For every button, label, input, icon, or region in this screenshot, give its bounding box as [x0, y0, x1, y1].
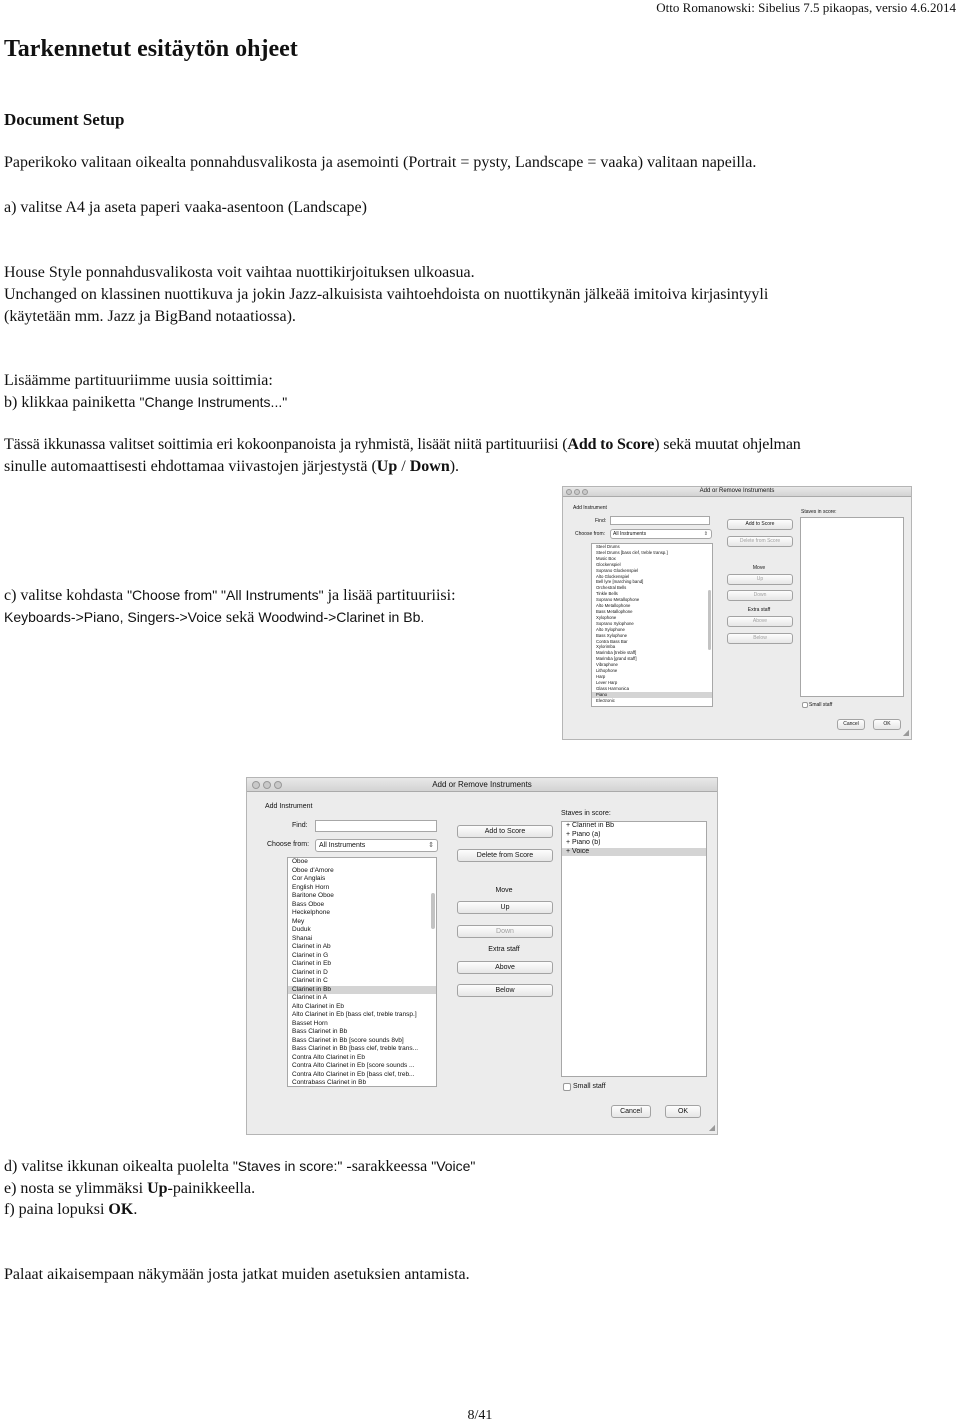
instrument-list[interactable] [287, 857, 437, 1087]
step-f: f) paina lopuksi OK. [4, 1201, 138, 1218]
list-item[interactable]: Basset Horn [292, 1019, 328, 1027]
list-item[interactable]: Lever Harp [596, 679, 618, 685]
close-window-icon[interactable] [252, 781, 260, 789]
list-item[interactable]: Bass Clarinet in Bb [bass clef, treble trans... [292, 1045, 419, 1052]
add-to-score-button[interactable]: Add to Score [727, 519, 793, 530]
list-item[interactable]: Clarinet in D [292, 968, 328, 976]
list-item[interactable]: Alto Metallophone [596, 603, 631, 609]
ok-button[interactable]: OK [665, 1105, 701, 1118]
list-item[interactable]: Xylophone [596, 614, 617, 620]
step-b: b) klikkaa painiketta "Change Instruments..." [4, 394, 288, 411]
list-item[interactable]: Clarinet in Eb [292, 960, 332, 967]
list-scrollbar[interactable] [431, 893, 435, 929]
minimize-window-icon[interactable] [574, 489, 580, 495]
resize-grip-icon[interactable]: ◢ [902, 728, 909, 737]
list-scrollbar[interactable] [708, 590, 711, 650]
below-button[interactable]: Below [727, 633, 793, 644]
list-item[interactable]: Clarinet in Bb [288, 986, 436, 995]
list-item[interactable]: Bass Clarinet in Bb [292, 1028, 348, 1035]
list-item[interactable]: Marimba [grand staff] [596, 656, 637, 662]
paragraph-window-info-2: sinulle automaattisesti ehdottamaa viivastojen järjestystä (Up / Down). [4, 458, 460, 475]
step-a: a) valitse A4 ja aseta paperi vaaka-asentoon (Landscape) [4, 199, 367, 216]
extra-staff-label: Extra staff [488, 946, 520, 953]
paragraph-paper-size: Paperikoko valitaan oikealta ponnahdusvalikosta ja asemointi (Portrait = pysty, Landscape = vaaka) valitaan napeilla. [4, 154, 757, 171]
list-item[interactable]: Harp [596, 673, 606, 679]
small-staff-checkbox[interactable] [563, 1083, 571, 1091]
up-button[interactable]: Up [727, 574, 793, 585]
list-item[interactable]: Glockenspiel [596, 561, 621, 567]
staves-in-score-label: Staves in score: [801, 509, 837, 515]
choose-from-select[interactable]: All Instruments ⇕ [315, 839, 438, 852]
staff-item[interactable]: + Piano (b) [566, 839, 601, 846]
staves-list[interactable] [561, 821, 707, 1077]
list-item[interactable]: Piano [592, 692, 712, 698]
add-remove-instruments-dialog-large [246, 777, 718, 1135]
running-header: Otto Romanowski: Sibelius 7.5 pikaopas, versio 4.6.2014 [656, 0, 956, 15]
list-item[interactable]: Marimba [treble staff] [596, 650, 637, 656]
list-item[interactable]: Alto Glockenspiel [596, 573, 630, 579]
cancel-button[interactable]: Cancel [611, 1105, 651, 1118]
step-d: d) valitse ikkunan oikealta puolelta "Staves in score:" -sarakkeessa "Voice" [4, 1158, 476, 1175]
list-item[interactable]: Vibraphone [596, 662, 618, 668]
list-item[interactable]: Soprano Xylophone [596, 620, 634, 626]
list-item[interactable]: Clarinet in G [292, 951, 329, 959]
move-label: Move [752, 565, 766, 571]
paragraph-return: Palaat aikaisempaan näkymään josta jatkat muiden asetuksien antamista. [4, 1266, 470, 1283]
dialog-title-bar [247, 778, 717, 792]
list-item[interactable]: Alto Clarinet in Eb [292, 1002, 345, 1010]
cancel-button[interactable]: Cancel [837, 719, 865, 730]
list-item[interactable]: Bell lyre [marching band] [596, 579, 644, 585]
list-item[interactable]: Alto Xylophone [596, 626, 625, 632]
list-item[interactable]: Tinkle Bells [596, 591, 618, 597]
staves-in-score-label: Staves in score: [561, 810, 611, 817]
close-window-icon[interactable] [566, 489, 572, 495]
add-to-score-button[interactable]: Add to Score [457, 825, 553, 838]
paragraph-unchanged: Unchanged on klassinen nuottikuva ja jokin Jazz-alkuisista vaihtoehdoista on nuottikynän jälkeää imitoiva kirjasintyyli [4, 286, 769, 303]
list-item[interactable]: Orchestral Bells [596, 585, 627, 591]
dialog-title: Add or Remove Instruments [432, 780, 532, 789]
dialog-title: Add or Remove Instruments [699, 488, 775, 494]
instrument-list[interactable] [591, 543, 713, 707]
add-remove-instruments-dialog-small [562, 486, 912, 740]
list-item[interactable]: Electronic [596, 697, 615, 703]
add-instrument-label: Add Instrument [265, 803, 313, 810]
resize-grip-icon[interactable]: ◢ [708, 1123, 715, 1132]
list-item[interactable]: Bass Metallophone [596, 608, 633, 614]
list-item[interactable]: Clarinet in C [292, 977, 328, 984]
list-item[interactable]: Contra Alto Clarinet in Eb [score sounds ... [292, 1062, 415, 1069]
list-item[interactable]: Soprano Metallophone [596, 597, 640, 603]
ok-button[interactable]: OK [873, 719, 901, 730]
step-e: e) nosta se ylimmäksi Up-painikkeella. [4, 1180, 256, 1197]
paragraph-window-info: Tässä ikkunassa valitset soittimia eri kokoonpanoista ja ryhmistä, lisäät niitä partituuriisi (Add to Score) sekä muutat ohjelman [4, 436, 801, 453]
small-staff-label: Small staff [809, 702, 833, 708]
down-button[interactable]: Down [457, 925, 553, 938]
list-item[interactable]: Oboe d'Amore [292, 866, 334, 874]
delete-from-score-button[interactable]: Delete from Score [727, 536, 793, 547]
list-item[interactable]: Clarinet in A [292, 994, 328, 1001]
choose-from-select[interactable]: All Instruments ⇕ [610, 529, 712, 539]
page-title: Tarkennetut esitäytön ohjeet [4, 36, 298, 62]
list-item[interactable]: Duduk [292, 926, 311, 933]
list-item[interactable]: Contra Bass Bar [596, 638, 628, 644]
section-title: Document Setup [4, 110, 125, 129]
small-staff-checkbox[interactable] [802, 702, 808, 708]
list-item[interactable]: Baritone Oboe [292, 892, 334, 899]
down-button[interactable]: Down [727, 590, 793, 601]
list-item[interactable]: Alto Clarinet in Eb [bass clef, treble transp.] [292, 1011, 417, 1018]
paragraph-jazz: (käytetään mm. Jazz ja BigBand notaatiossa). [4, 308, 296, 325]
below-button[interactable]: Below [457, 984, 553, 997]
list-item[interactable]: Shanai [292, 934, 313, 942]
list-item[interactable]: Clarinet in Ab [292, 943, 331, 950]
list-item[interactable]: Lithophone [596, 668, 618, 674]
paragraph-add-instruments: Lisäämme partituuriimme uusia soittimia: [4, 372, 273, 389]
step-c: c) valitse kohdasta "Choose from" "All Instruments" ja lisää partituuriisi: [4, 587, 456, 604]
find-label: Find: [292, 822, 308, 829]
staves-list[interactable] [800, 517, 904, 697]
zoom-window-icon[interactable] [274, 781, 282, 789]
list-item[interactable]: Bass Oboe [292, 900, 325, 908]
zoom-window-icon[interactable] [582, 489, 588, 495]
list-item[interactable]: Mey [292, 917, 305, 925]
up-button[interactable]: Up [457, 901, 553, 914]
select-arrows-icon: ⇕ [428, 842, 434, 849]
list-item[interactable]: Heckelphone [292, 909, 330, 916]
step-c-instruments: Keyboards->Piano, Singers->Voice sekä Woodwind->Clarinet in Bb. [4, 609, 425, 626]
find-label: Find: [595, 518, 607, 524]
list-item[interactable]: Cor Anglais [292, 875, 326, 882]
list-item[interactable]: Music Box [596, 555, 616, 561]
staff-item[interactable]: + Piano (a) [566, 830, 601, 838]
list-item[interactable]: Bass Clarinet in Bb [score sounds 8vb] [292, 1036, 404, 1044]
list-item[interactable]: Oboe [292, 858, 308, 865]
above-button[interactable]: Above [727, 616, 793, 627]
list-item[interactable]: Glass Harmonica [596, 685, 629, 691]
find-input[interactable] [315, 820, 437, 832]
list-item[interactable]: Contra Alto Clarinet in Eb [bass clef, treb... [292, 1070, 415, 1078]
choose-from-label: Choose from: [267, 841, 310, 848]
extra-staff-label: Extra staff [747, 607, 771, 613]
delete-from-score-button[interactable]: Delete from Score [457, 849, 553, 862]
list-item[interactable]: Steel Drums [bass clef, treble transp.] [596, 549, 668, 555]
paragraph-house-style: House Style ponnahdusvalikosta voit vaihtaa nuottikirjoituksen ulkoasua. [4, 264, 475, 281]
page-number: 8/41 [467, 1408, 493, 1423]
list-item[interactable]: Contrabass Clarinet in Bb [292, 1079, 367, 1086]
select-arrows-icon: ⇕ [703, 531, 708, 537]
list-item[interactable]: Bass Xylophone [596, 632, 628, 638]
small-staff-label: Small staff [573, 1083, 606, 1090]
staff-item[interactable]: + Clarinet in Bb [566, 822, 615, 829]
choose-from-label: Choose from: [575, 531, 606, 537]
minimize-window-icon[interactable] [263, 781, 271, 789]
list-item[interactable]: Steel Drums [596, 544, 620, 549]
add-instrument-label: Add Instrument [573, 505, 607, 511]
list-item[interactable]: Xylorimba [596, 644, 616, 650]
move-label: Move [495, 887, 513, 894]
above-button[interactable]: Above [457, 961, 553, 974]
dialog-title-bar [563, 487, 911, 497]
list-item[interactable]: English Horn [292, 883, 330, 891]
staff-item[interactable]: + Voice [562, 848, 706, 857]
find-input[interactable] [610, 516, 710, 525]
list-item[interactable]: Soprano Glockenspiel [596, 567, 639, 573]
list-item[interactable]: Contra Alto Clarinet in Eb [292, 1053, 365, 1061]
